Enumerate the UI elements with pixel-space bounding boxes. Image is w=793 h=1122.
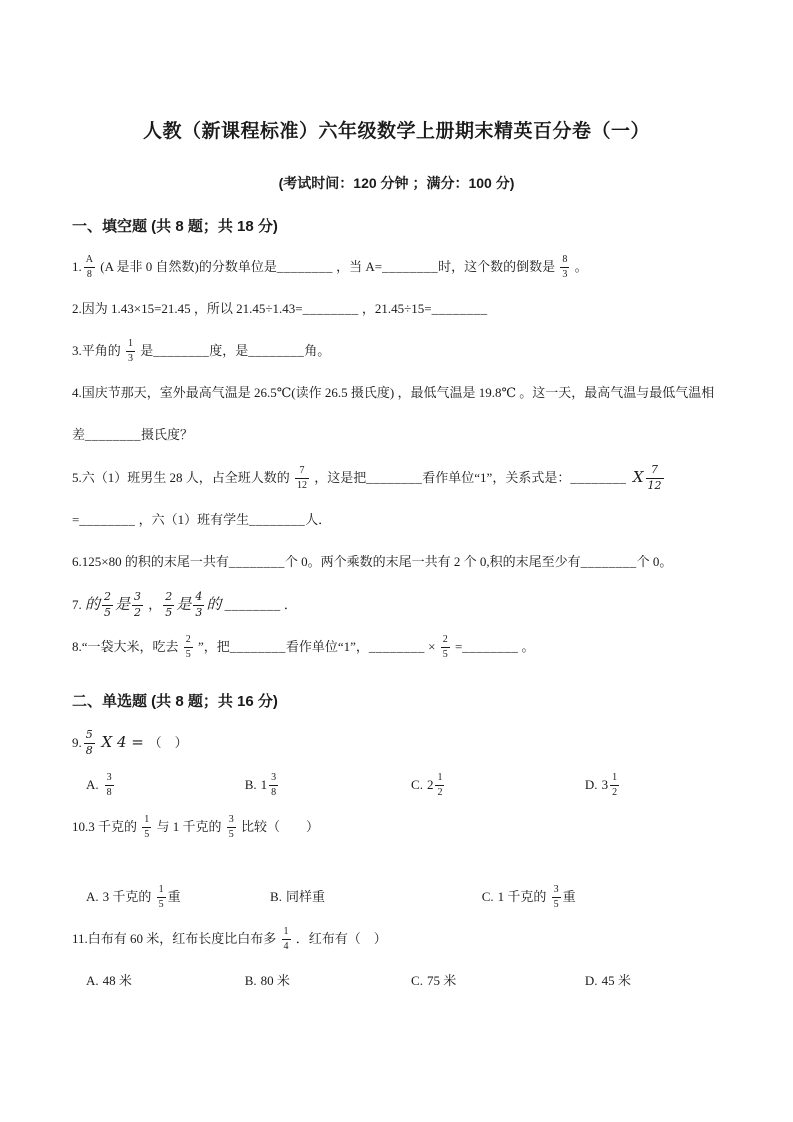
handwritten-text: 是 <box>115 595 131 613</box>
question <box>72 372 721 456</box>
options-row <box>72 764 721 806</box>
question-text: 3 千克的 <box>102 889 155 904</box>
option <box>482 876 721 918</box>
option-label: C. <box>481 889 494 904</box>
question-text: = <box>72 470 669 527</box>
blank-underline: ________ <box>302 301 359 316</box>
option-label: B. <box>244 777 257 792</box>
options-row <box>72 960 721 1002</box>
question <box>72 626 721 668</box>
question-text: = <box>451 639 463 654</box>
fraction <box>560 254 569 280</box>
question-text: 75 米 <box>426 973 457 988</box>
question-text: 同样重 <box>285 889 325 904</box>
fraction-numerator: 1 <box>142 814 151 828</box>
question <box>72 806 721 848</box>
fraction-denominator: 12 <box>647 478 662 492</box>
fraction-numerator: 2 <box>102 591 113 606</box>
fraction <box>84 729 95 757</box>
fraction-numerator: 2 <box>441 634 450 648</box>
question-text: 45 米 <box>601 973 631 988</box>
question-text: 是 <box>137 343 154 358</box>
question-text: 重 <box>562 889 576 904</box>
fraction <box>646 464 664 492</box>
fraction-denominator: 5 <box>228 828 234 840</box>
blank-underline: ________ <box>366 470 423 485</box>
fraction-denominator: 4 <box>283 940 289 952</box>
fraction-denominator: 5 <box>104 605 112 619</box>
option-label: B. <box>270 889 282 904</box>
fraction <box>105 772 114 798</box>
question-text: 人． <box>305 512 332 527</box>
option-label: A. <box>86 777 99 792</box>
doc-title: 人教（新课程标准）六年级数学上册期末精英百分卷（一） <box>142 121 650 142</box>
fraction <box>84 254 95 280</box>
fraction-numerator: 3 <box>269 772 278 786</box>
fraction <box>227 814 236 840</box>
question-text: 4.国庆节那天，室外最高气温是 26.5℃(读作 26.5 摄氏度) ，最低气温是 19.8℃ 。这一天，最高气温与最低气温相差 <box>72 385 715 442</box>
handwritten-text: 是 <box>176 595 192 613</box>
fraction-denominator: 8 <box>106 786 112 798</box>
question-text: ”，把 <box>194 639 230 654</box>
blank-underline: ________ <box>228 554 285 569</box>
fraction-denominator: 8 <box>86 268 92 280</box>
question-text: (A 是非 0 自然数)的分数单位是 <box>96 259 277 274</box>
fraction <box>142 814 151 840</box>
question <box>72 918 721 960</box>
blank-underline: ________ <box>580 554 637 569</box>
question-text: 时，这个数的倒数是 <box>438 259 559 274</box>
fraction-denominator: 5 <box>185 648 191 660</box>
fraction-numerator: 5 <box>84 729 95 744</box>
question-text: 比较（ ） <box>237 819 320 834</box>
fraction-denominator: 2 <box>612 786 618 798</box>
blank-underline: ________ <box>224 597 281 612</box>
option <box>585 960 721 1002</box>
question-text: 个 0。 <box>636 554 673 569</box>
blank-underline: ________ <box>229 639 286 654</box>
question-text: ，当 A= <box>332 259 383 274</box>
fraction <box>435 772 444 798</box>
question-text: 5.六（1）班男生 28 人，占全班人数的 <box>72 470 294 485</box>
fraction <box>184 634 193 660</box>
fraction-denominator: 5 <box>158 898 164 910</box>
fraction <box>282 926 291 952</box>
question-text: ．红布有（ ） <box>292 931 387 946</box>
option-label: A. <box>86 973 99 988</box>
option-label: A. <box>86 889 99 904</box>
handwritten-text: 的 <box>85 595 101 613</box>
option <box>86 960 245 1002</box>
question-text: ，六（1）班有学生 <box>135 512 250 527</box>
question-text: 与 1 千克的 <box>153 819 225 834</box>
blank-underline: ________ <box>153 343 210 358</box>
option <box>411 960 585 1002</box>
option-label: C. <box>411 973 423 988</box>
question <box>72 330 721 372</box>
fraction-denominator: 5 <box>165 605 173 619</box>
fraction-numerator: 7 <box>295 465 309 479</box>
question <box>72 583 721 626</box>
section-heading: 二、单选题 (共 8 题；共 16 分) <box>72 693 278 710</box>
question-text: 角。 <box>304 343 331 358</box>
option-label: B. <box>244 973 257 988</box>
fraction-numerator: 3 <box>227 814 236 828</box>
question-text: 摄氏度？ <box>141 427 194 442</box>
question-text: × <box>424 639 439 654</box>
question-text: 1. <box>72 259 82 274</box>
option <box>270 876 482 918</box>
fraction-numerator: 7 <box>646 464 664 479</box>
question-text: 看作单位“1”， <box>285 639 369 654</box>
fraction-denominator: 2 <box>437 786 443 798</box>
question-text: 1 千克的 <box>497 889 550 904</box>
blank-underline: ________ <box>368 639 425 654</box>
fraction-numerator: 1 <box>157 884 166 898</box>
option <box>245 764 411 806</box>
fraction-denominator: 5 <box>442 648 448 660</box>
fraction-denominator: 8 <box>85 743 93 757</box>
blank-underline: ________ <box>249 512 306 527</box>
question <box>72 246 721 288</box>
blank-underline: ________ <box>570 470 627 485</box>
handwritten-text: X 4 = <box>96 733 149 751</box>
fraction-denominator: 5 <box>553 898 559 910</box>
question-text: 看作单位“1”，关系式是： <box>422 470 571 485</box>
blank-underline: ________ <box>276 259 333 274</box>
question-text: 个 0。两个乘数的末尾一共有 2 个 0,积的末尾至少有 <box>284 554 581 569</box>
blank-underline: ________ <box>462 639 519 654</box>
question-text: 2 <box>426 777 434 792</box>
fraction-numerator: 1 <box>126 338 135 352</box>
fraction <box>441 634 450 660</box>
blank-underline: ________ <box>382 259 439 274</box>
fraction-denominator: 12 <box>297 479 308 491</box>
fraction-numerator: 4 <box>193 591 204 606</box>
fraction-numerator: 8 <box>560 254 569 268</box>
option-label: C. <box>411 777 423 792</box>
question-text: ， <box>145 597 162 612</box>
question-text: 9. <box>72 735 82 750</box>
question-text: 11.白布有 60 米，红布长度比白布多 <box>72 931 280 946</box>
question-text: ，21.45÷15= <box>358 301 432 316</box>
doc-subtitle: (考试时间：120 分钟 ；满分：100 分) <box>278 175 515 191</box>
handwritten-text: 的 <box>206 595 222 613</box>
fraction-denominator: 3 <box>195 605 203 619</box>
question-text: （ ） <box>148 735 188 750</box>
blank-underline: ________ <box>85 427 142 442</box>
option <box>411 764 585 806</box>
question-text: 6.125×80 的积的末尾一共有 <box>72 554 229 569</box>
question-text: 度，是 <box>209 343 249 358</box>
question-text: 8.“一袋大米，吃去 <box>72 639 182 654</box>
fraction-denominator: 2 <box>134 605 142 619</box>
option <box>86 764 245 806</box>
question-text: ． <box>280 597 297 612</box>
handwritten-text: X <box>632 468 644 486</box>
fraction <box>269 772 278 798</box>
option <box>245 960 411 1002</box>
question-text: 7. <box>72 597 85 612</box>
fraction-numerator: 3 <box>132 591 143 606</box>
fraction-denominator: 8 <box>271 786 277 798</box>
fraction <box>102 591 113 619</box>
question <box>72 288 721 330</box>
question-text: 48 米 <box>102 973 132 988</box>
blank-underline: ________ <box>248 343 305 358</box>
question <box>72 721 721 764</box>
question <box>72 541 721 583</box>
options-row <box>72 876 721 918</box>
question-text: 2.因为 1.43×15=21.45 ，所以 21.45÷1.43= <box>72 301 303 316</box>
question-text: 3.平角的 <box>72 343 125 358</box>
blank-underline: ________ <box>431 301 488 316</box>
question-text: 。 <box>518 639 535 654</box>
fraction-numerator: 1 <box>435 772 444 786</box>
fraction-denominator: 3 <box>562 268 568 280</box>
question <box>72 456 721 541</box>
fraction-denominator: 5 <box>144 828 150 840</box>
fraction-numerator: 2 <box>184 634 193 648</box>
fraction <box>126 338 135 364</box>
option <box>86 876 270 918</box>
question-text: 1 <box>260 777 268 792</box>
exam-content <box>72 215 721 1002</box>
fraction-numerator: A <box>84 254 95 268</box>
blank-underline: ________ <box>79 512 136 527</box>
fraction-denominator: 3 <box>128 352 134 364</box>
fraction <box>157 884 166 910</box>
spacer <box>72 848 721 876</box>
fraction-numerator: 3 <box>552 884 561 898</box>
fraction <box>552 884 561 910</box>
fraction-numerator: 2 <box>163 591 174 606</box>
question-text: 80 米 <box>260 973 290 988</box>
option <box>585 764 721 806</box>
fraction <box>295 465 309 491</box>
question-text: 重 <box>167 889 181 904</box>
fraction <box>132 591 143 619</box>
option-label: D. <box>584 973 598 988</box>
section-heading: 一、填空题 (共 8 题；共 18 分) <box>72 218 278 235</box>
fraction <box>163 591 174 619</box>
question-text: 10.3 千克的 <box>72 819 141 834</box>
fraction-numerator: 3 <box>105 772 114 786</box>
fraction-numerator: 1 <box>282 926 291 940</box>
fraction <box>610 772 619 798</box>
fraction-numerator: 1 <box>610 772 619 786</box>
option-label: D. <box>584 777 598 792</box>
question-text: 。 <box>571 259 588 274</box>
question-text: ，这是把 <box>311 470 367 485</box>
fraction <box>193 591 204 619</box>
question-text: 3 <box>601 777 609 792</box>
